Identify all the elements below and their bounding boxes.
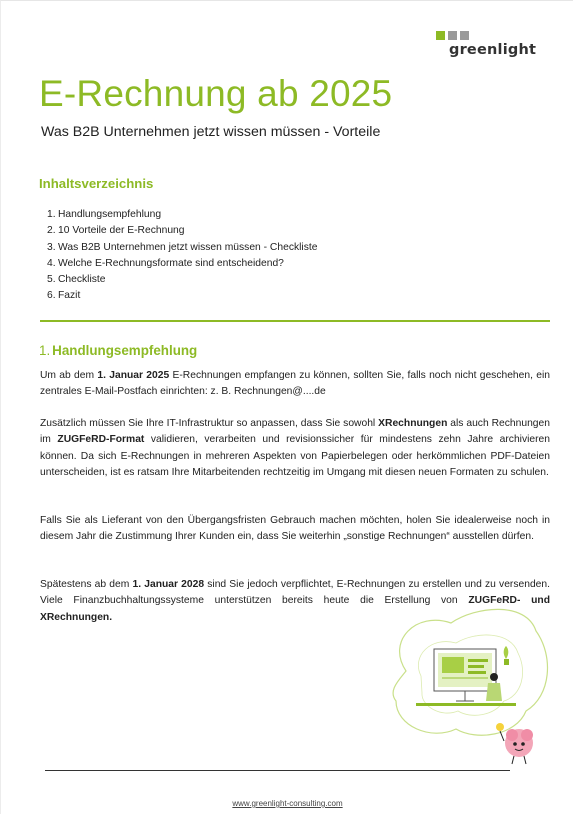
toc-item[interactable] — [47, 207, 317, 223]
illustration-brain-leg — [524, 756, 526, 764]
paragraph-bold: ZUGFeRD- und XRechnungen. — [40, 595, 550, 623]
toc-item-number: 6. — [47, 290, 56, 302]
section-heading — [39, 343, 197, 358]
toc-item-number: 3. — [47, 241, 56, 253]
logo-wordmark: greenlight — [449, 42, 537, 58]
section-divider — [40, 320, 550, 322]
illustration-bar — [468, 665, 484, 668]
workspace-illustration — [376, 601, 556, 776]
logo-square-grey — [460, 31, 469, 40]
greenlight-logo — [435, 31, 536, 58]
footer-divider — [45, 770, 510, 771]
paragraph-text: E-Rechnungen empfangen zu können, sollten Sie, falls noch nicht geschehen, ein zentrales E-Mail-Postfach einrichten: z. B. Rechnungen@....de — [40, 370, 551, 398]
illustration-brain-bulge — [506, 729, 518, 741]
paragraph-text: Zusätzlich müssen Sie Ihre IT-Infrastruktur so anpassen, dass Sie sowohl — [40, 418, 379, 429]
toc-item-number: 4. — [47, 257, 56, 269]
paragraph-bold: 1. Januar 2028 — [132, 579, 205, 590]
toc-item-label: 10 Vorteile der E-Rechnung — [58, 225, 185, 237]
paragraph — [40, 368, 550, 401]
footer-link[interactable]: www.greenlight-consulting.com — [232, 799, 343, 808]
illustration-brain-eye — [513, 742, 517, 746]
illustration-plant — [504, 646, 509, 659]
paragraph-bold: ZUGFeRD-Format — [57, 434, 145, 446]
toc-item-label: Welche E-Rechnungsformate sind entscheidend? — [58, 257, 284, 269]
paragraph — [40, 416, 550, 481]
toc-item-number: 5. — [47, 274, 56, 286]
paragraph-bold: XRechnungen — [378, 418, 448, 429]
paragraph: Falls Sie als Lieferant von den Übergangsfristen Gebrauch machen möchten, holen Sie idealerweise noch in diesem Jahr die Zustimmung Ihrer Kunden ein, dass Sie weiterhin „sonstige Rechnungen“ ausstellen dürfen. — [40, 515, 550, 543]
illustration-bar — [468, 671, 486, 674]
toc-item[interactable] — [47, 223, 317, 239]
illustration-brain-leg — [512, 756, 514, 764]
toc-item[interactable] — [47, 288, 317, 304]
illustration-desk — [416, 703, 516, 706]
illustration-brain-bulge — [521, 729, 533, 741]
illustration-chart — [442, 657, 464, 673]
toc-item-number: 1. — [47, 209, 56, 220]
toc-item-label: Fazit — [58, 290, 81, 302]
illustration-bar — [442, 677, 488, 679]
section-number: 1. — [39, 343, 51, 358]
toc-item[interactable] — [47, 256, 317, 272]
paragraph-text: sind Sie jedoch verpflichtet, E-Rechnungen zu erstellen und zu versenden. Viele Finanzbuchhaltungssysteme unterstützen bereits heute die Erstellung von — [40, 579, 550, 607]
logo-square-grey — [448, 31, 457, 40]
illustration-plant-pot — [504, 659, 509, 665]
illustration-brain-eye — [521, 742, 525, 746]
toc-item-number: 2. — [47, 225, 56, 237]
paragraph-bold: 1. Januar 2025 — [97, 370, 170, 381]
toc-item[interactable] — [47, 272, 317, 288]
illustration-bar — [468, 659, 488, 662]
toc-item-label: Handlungsempfehlung — [58, 209, 162, 220]
paragraph-text: als auch Rechnungen im — [40, 418, 550, 446]
logo-squares — [436, 31, 536, 40]
lightbulb-icon — [496, 723, 504, 731]
toc-heading: Inhaltsverzeichnis — [39, 176, 154, 191]
toc-item-label: Was B2B Unternehmen jetzt wissen müssen - Checkliste — [58, 241, 318, 253]
illustration-person-head — [490, 673, 498, 681]
section-title: Handlungsempfehlung — [52, 343, 198, 358]
illustration-person-body — [486, 683, 502, 701]
paragraph-text: Spätestens ab dem — [40, 579, 133, 590]
toc-item-label: Checkliste — [58, 274, 106, 286]
table-of-contents — [47, 207, 317, 305]
document-subtitle: Was B2B Unternehmen jetzt wissen müssen - Vorteile — [41, 124, 381, 140]
paragraph-text: validieren, verarbeiten und revisionssicher für mindestens zehn Jahre archivieren können. Da sich E-Rechnungen in mehreren Aspekten von Papierbelegen oder herkömmlichen PDF-Dateien unterscheiden, ist es ratsam Ihre Mitarbeitenden rechtzeitig im Umgang mit diesen neuen Formaten zu schulen. — [40, 434, 550, 478]
logo-square-green — [436, 31, 445, 40]
document-title: E-Rechnung ab 2025 — [39, 73, 393, 114]
paragraph-text: Um ab dem — [40, 370, 98, 381]
toc-item[interactable] — [47, 240, 317, 256]
